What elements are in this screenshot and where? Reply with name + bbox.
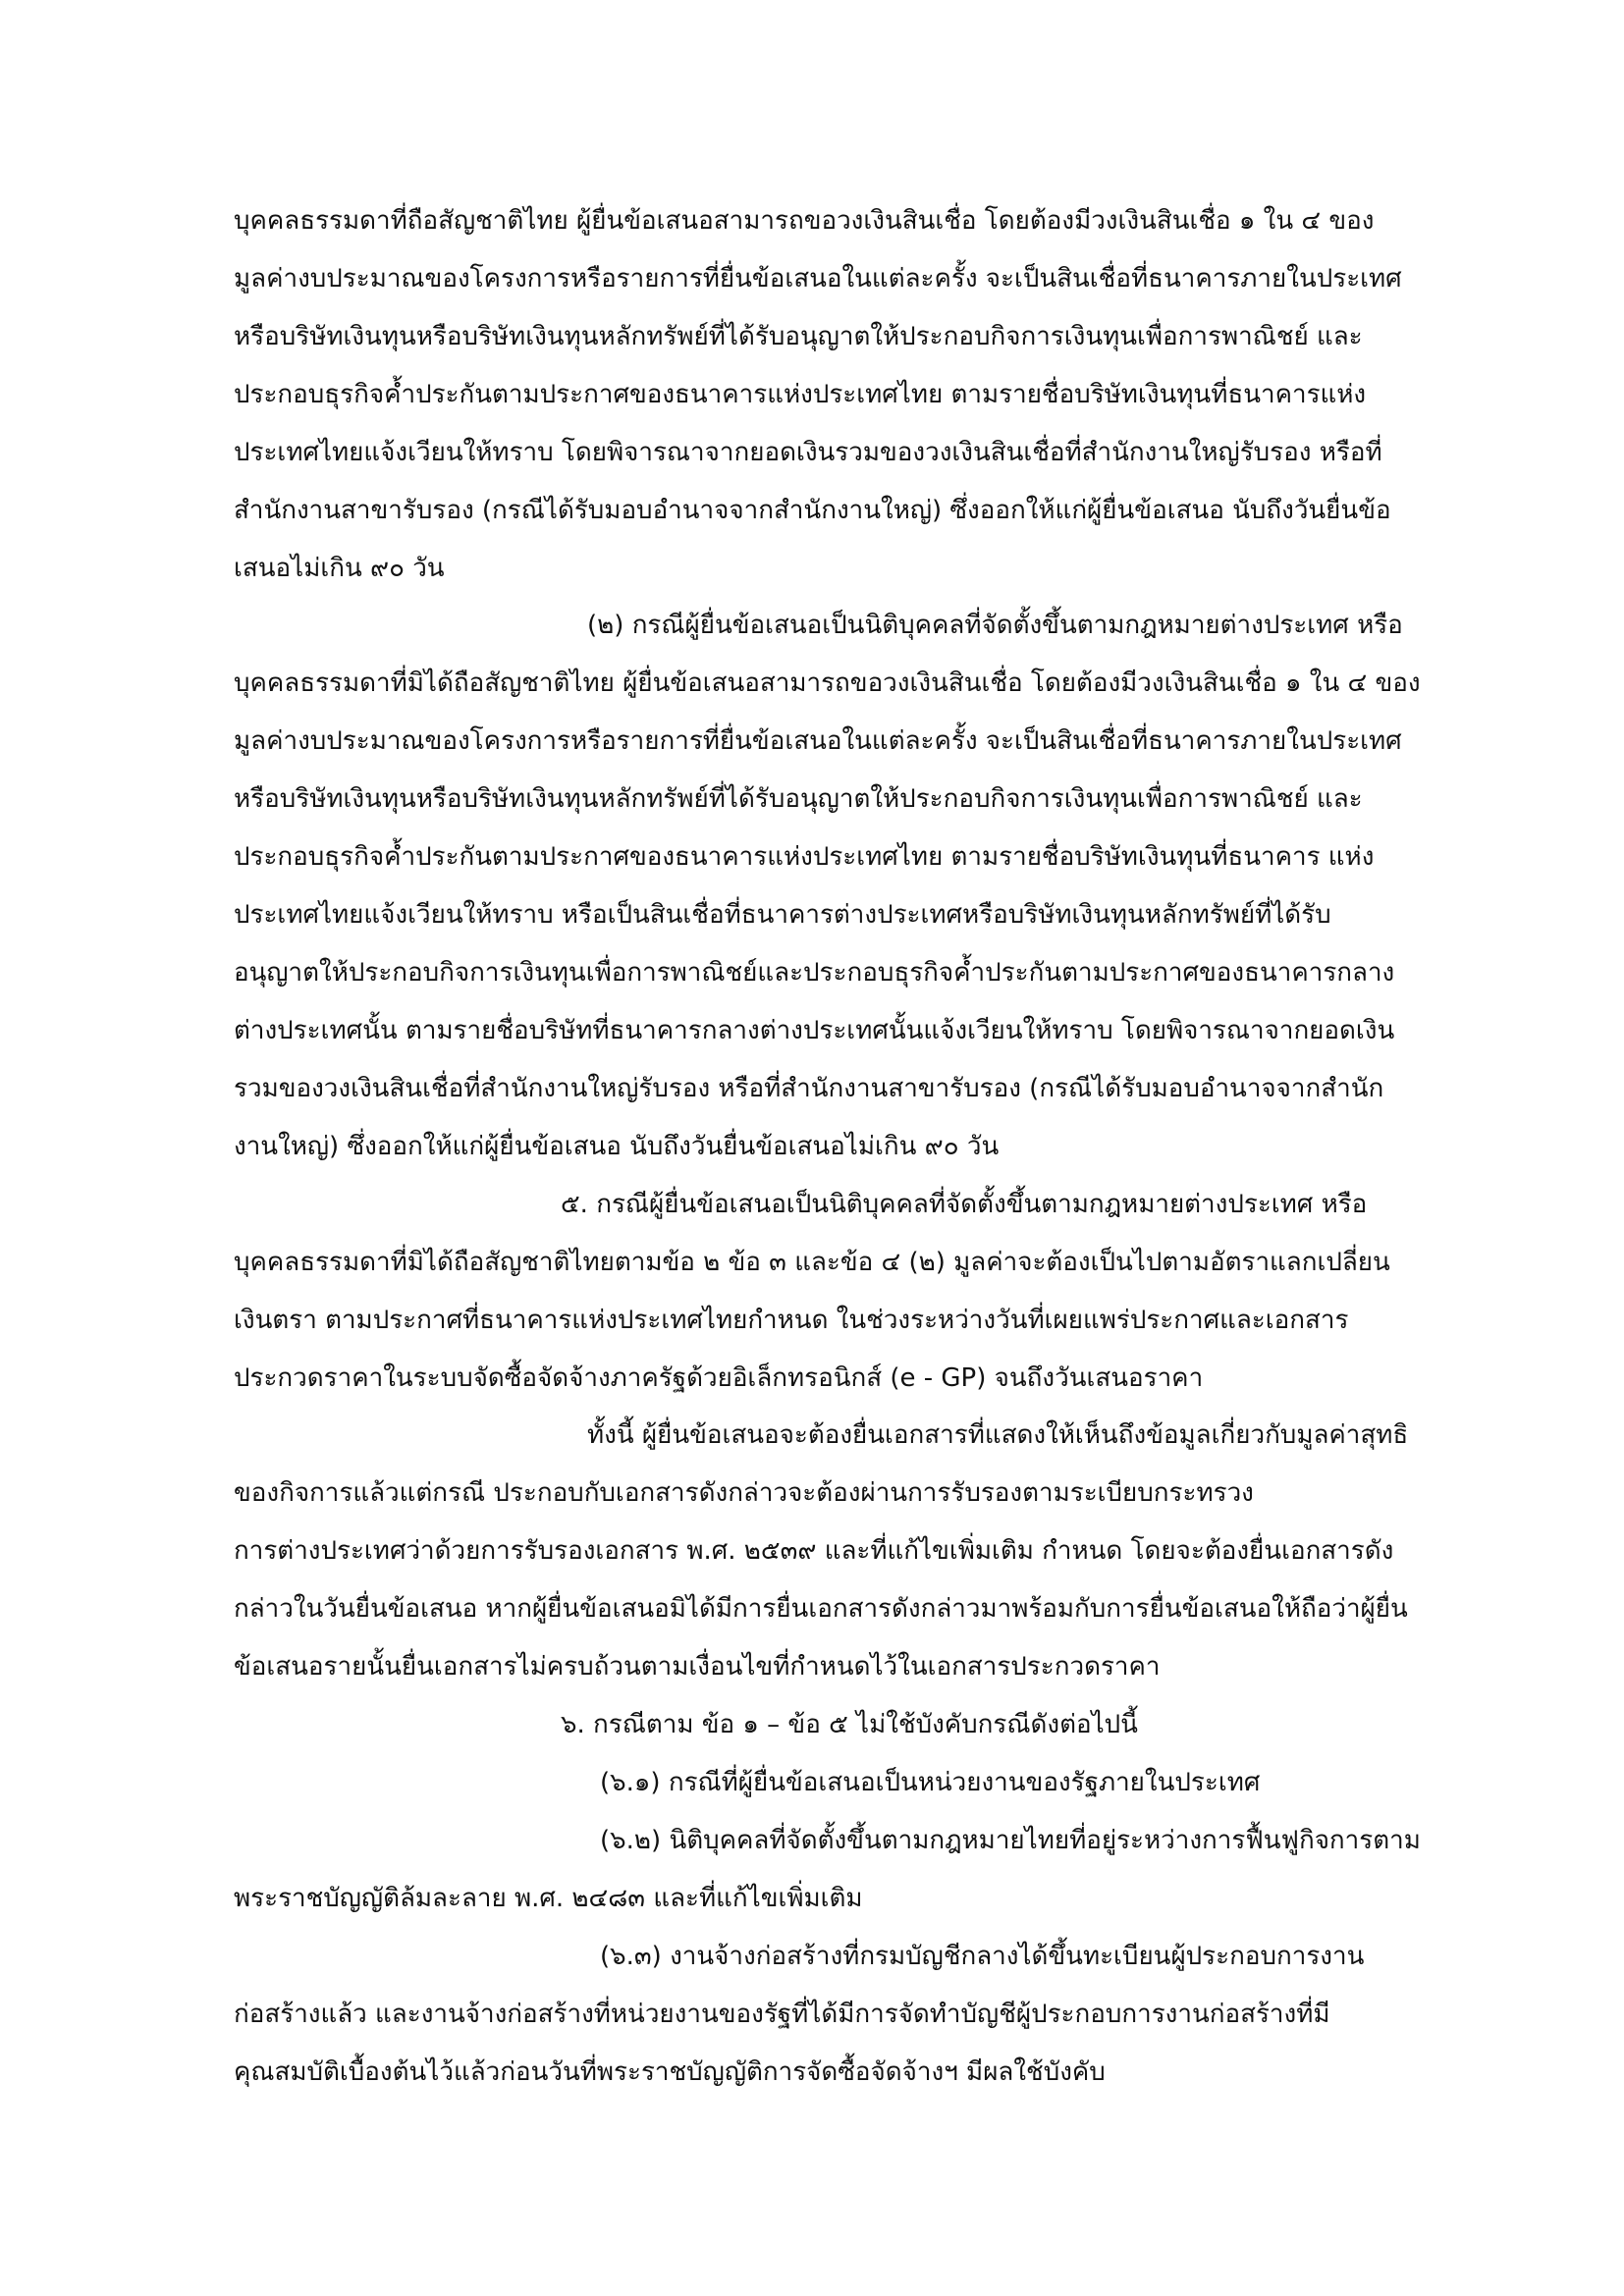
text-line: ของกิจการแล้วแต่กรณี ประกอบกับเอกสารดังกล่าวจะต้องผ่านการรับรองตามระเบียบกระทรวง: [234, 1478, 1254, 1508]
text-line: (๖.๓) งานจ้างก่อสร้างที่กรมบัญชีกลางได้ขึ้นทะเบียนผู้ประกอบการงาน: [600, 1942, 1365, 1971]
text-line: มูลค่างบประมาณของโครงการหรือรายการที่ยื่นข้อเสนอในแต่ละครั้ง จะเป็นสินเชื่อที่ธนาคารภายในประเทศ: [234, 264, 1402, 294]
text-line: ประเทศไทยแจ้งเวียนให้ทราบ โดยพิจารณาจากยอดเงินรวมของวงเงินสินเชื่อที่สำนักงานใหญ่รับรอง หรือที่: [234, 438, 1382, 467]
text-line: ประกอบธุรกิจค้ำประกันตามประกาศของธนาคารแห่งประเทศไทย ตามรายชื่อบริษัทเงินทุนที่ธนาคาร แห่ง: [234, 842, 1375, 872]
text-line: ประกวดราคาในระบบจัดซื้อจัดจ้างภาครัฐด้วยอิเล็กทรอนิกส์ (e - GP) จนถึงวันเสนอราคา: [234, 1363, 1204, 1393]
text-line: (๒) กรณีผู้ยื่นข้อเสนอเป็นนิติบุคคลที่จัดตั้งขึ้นตามกฎหมายต่างประเทศ หรือ: [587, 611, 1403, 640]
text-line: ประเทศไทยแจ้งเวียนให้ทราบ หรือเป็นสินเชื่อที่ธนาคารต่างประเทศหรือบริษัทเงินทุนหลักทรัพย์ที่ได้รับ: [234, 900, 1331, 930]
text-line: ๕. กรณีผู้ยื่นข้อเสนอเป็นนิติบุคคลที่จัดตั้งขึ้นตามกฎหมายต่างประเทศ หรือ: [561, 1190, 1368, 1219]
text-line: บุคคลธรรมดาที่ถือสัญชาติไทย ผู้ยื่นข้อเสนอสามารถขอวงเงินสินเชื่อ โดยต้องมีวงเงินสินเชื่อ ๑ ใน ๔ ของ: [234, 206, 1375, 236]
text-line: คุณสมบัติเบื้องต้นไว้แล้วก่อนวันที่พระราชบัญญัติการจัดซื้อจัดจ้างฯ มีผลใช้บังคับ: [234, 2057, 1106, 2087]
text-line: หรือบริษัทเงินทุนหรือบริษัทเงินทุนหลักทรัพย์ที่ได้รับอนุญาตให้ประกอบกิจการเงินทุนเพื่อการพาณิชย์ และ: [234, 784, 1363, 814]
text-line: รวมของวงเงินสินเชื่อที่สำนักงานใหญ่รับรอง หรือที่สำนักงานสาขารับรอง (กรณีได้รับมอบอำนาจจากสำนัก: [234, 1074, 1384, 1103]
text-line: ทั้งนี้ ผู้ยื่นข้อเสนอจะต้องยื่นเอกสารที่แสดงให้เห็นถึงข้อมูลเกี่ยวกับมูลค่าสุทธิ: [587, 1420, 1409, 1450]
text-line: อนุญาตให้ประกอบกิจการเงินทุนเพื่อการพาณิชย์และประกอบธุรกิจค้ำประกันตามประกาศของธนาคารกลาง: [234, 958, 1395, 988]
text-line: ต่างประเทศนั้น ตามรายชื่อบริษัทที่ธนาคารกลางต่างประเทศนั้นแจ้งเวียนให้ทราบ โดยพิจารณาจากยอดเงิน: [234, 1016, 1395, 1045]
text-line: พระราชบัญญัติล้มละลาย พ.ศ. ๒๔๘๓ และที่แก้ไขเพิ่มเติม: [234, 1884, 863, 1913]
text-line: ประกอบธุรกิจค้ำประกันตามประกาศของธนาคารแห่งประเทศไทย ตามรายชื่อบริษัทเงินทุนที่ธนาคารแห่ง: [234, 380, 1367, 409]
text-line: หรือบริษัทเงินทุนหรือบริษัทเงินทุนหลักทรัพย์ที่ได้รับอนุญาตให้ประกอบกิจการเงินทุนเพื่อการพาณิชย์ และ: [234, 322, 1363, 351]
text-line: (๖.๒) นิติบุคคลที่จัดตั้งขึ้นตามกฎหมายไทยที่อยู่ระหว่างการฟื้นฟูกิจการตาม: [600, 1826, 1421, 1855]
text-line: มูลค่างบประมาณของโครงการหรือรายการที่ยื่นข้อเสนอในแต่ละครั้ง จะเป็นสินเชื่อที่ธนาคารภายในประเทศ: [234, 726, 1402, 756]
text-line: บุคคลธรรมดาที่มิได้ถือสัญชาติไทย ผู้ยื่นข้อเสนอสามารถขอวงเงินสินเชื่อ โดยต้องมีวงเงินสินเชื่อ ๑ ใน ๔ ของ: [234, 668, 1421, 698]
text-line: กล่าวในวันยื่นข้อเสนอ หากผู้ยื่นข้อเสนอมิได้มีการยื่นเอกสารดังกล่าวมาพร้อมกับการยื่นข้อเสนอให้ถือว่าผู้ยื่น: [234, 1594, 1408, 1624]
text-line: บุคคลธรรมดาที่มิได้ถือสัญชาติไทยตามข้อ ๒ ข้อ ๓ และข้อ ๔ (๒) มูลค่าจะต้องเป็นไปตามอัตราแลกเปลี่ยน: [234, 1248, 1390, 1277]
text-line: ข้อเสนอรายนั้นยื่นเอกสารไม่ครบถ้วนตามเงื่อนไขที่กำหนดไว้ในเอกสารประกวดราคา: [234, 1652, 1161, 1682]
text-line: (๖.๑) กรณีที่ผู้ยื่นข้อเสนอเป็นหน่วยงานของรัฐภายในประเทศ: [600, 1768, 1261, 1797]
text-line: สำนักงานสาขารับรอง (กรณีได้รับมอบอำนาจจากสำนักงานใหญ่) ซึ่งออกให้แก่ผู้ยื่นข้อเสนอ นับถึงวันยื่นข้อ: [234, 496, 1391, 525]
text-line: งานใหญ่) ซึ่งออกให้แก่ผู้ยื่นข้อเสนอ นับถึงวันยื่นข้อเสนอไม่เกิน ๙๐ วัน: [234, 1132, 1000, 1161]
text-line: เสนอไม่เกิน ๙๐ วัน: [234, 554, 445, 583]
text-line: เงินตรา ตามประกาศที่ธนาคารแห่งประเทศไทยกำหนด ในช่วงระหว่างวันที่เผยแพร่ประกาศและเอกสาร: [234, 1306, 1349, 1335]
text-line: ๖. กรณีตาม ข้อ ๑ – ข้อ ๕ ไม่ใช้บังคับกรณีดังต่อไปนี้: [561, 1710, 1138, 1739]
text-line: การต่างประเทศว่าด้วยการรับรองเอกสาร พ.ศ. ๒๕๓๙ และที่แก้ไขเพิ่มเติม กำหนด โดยจะต้องยื่นเอกสารดัง: [234, 1536, 1394, 1566]
text-line: ก่อสร้างแล้ว และงานจ้างก่อสร้างที่หน่วยงานของรัฐที่ได้มีการจัดทำบัญชีผู้ประกอบการงานก่อสร้างที่มี: [234, 2000, 1330, 2029]
